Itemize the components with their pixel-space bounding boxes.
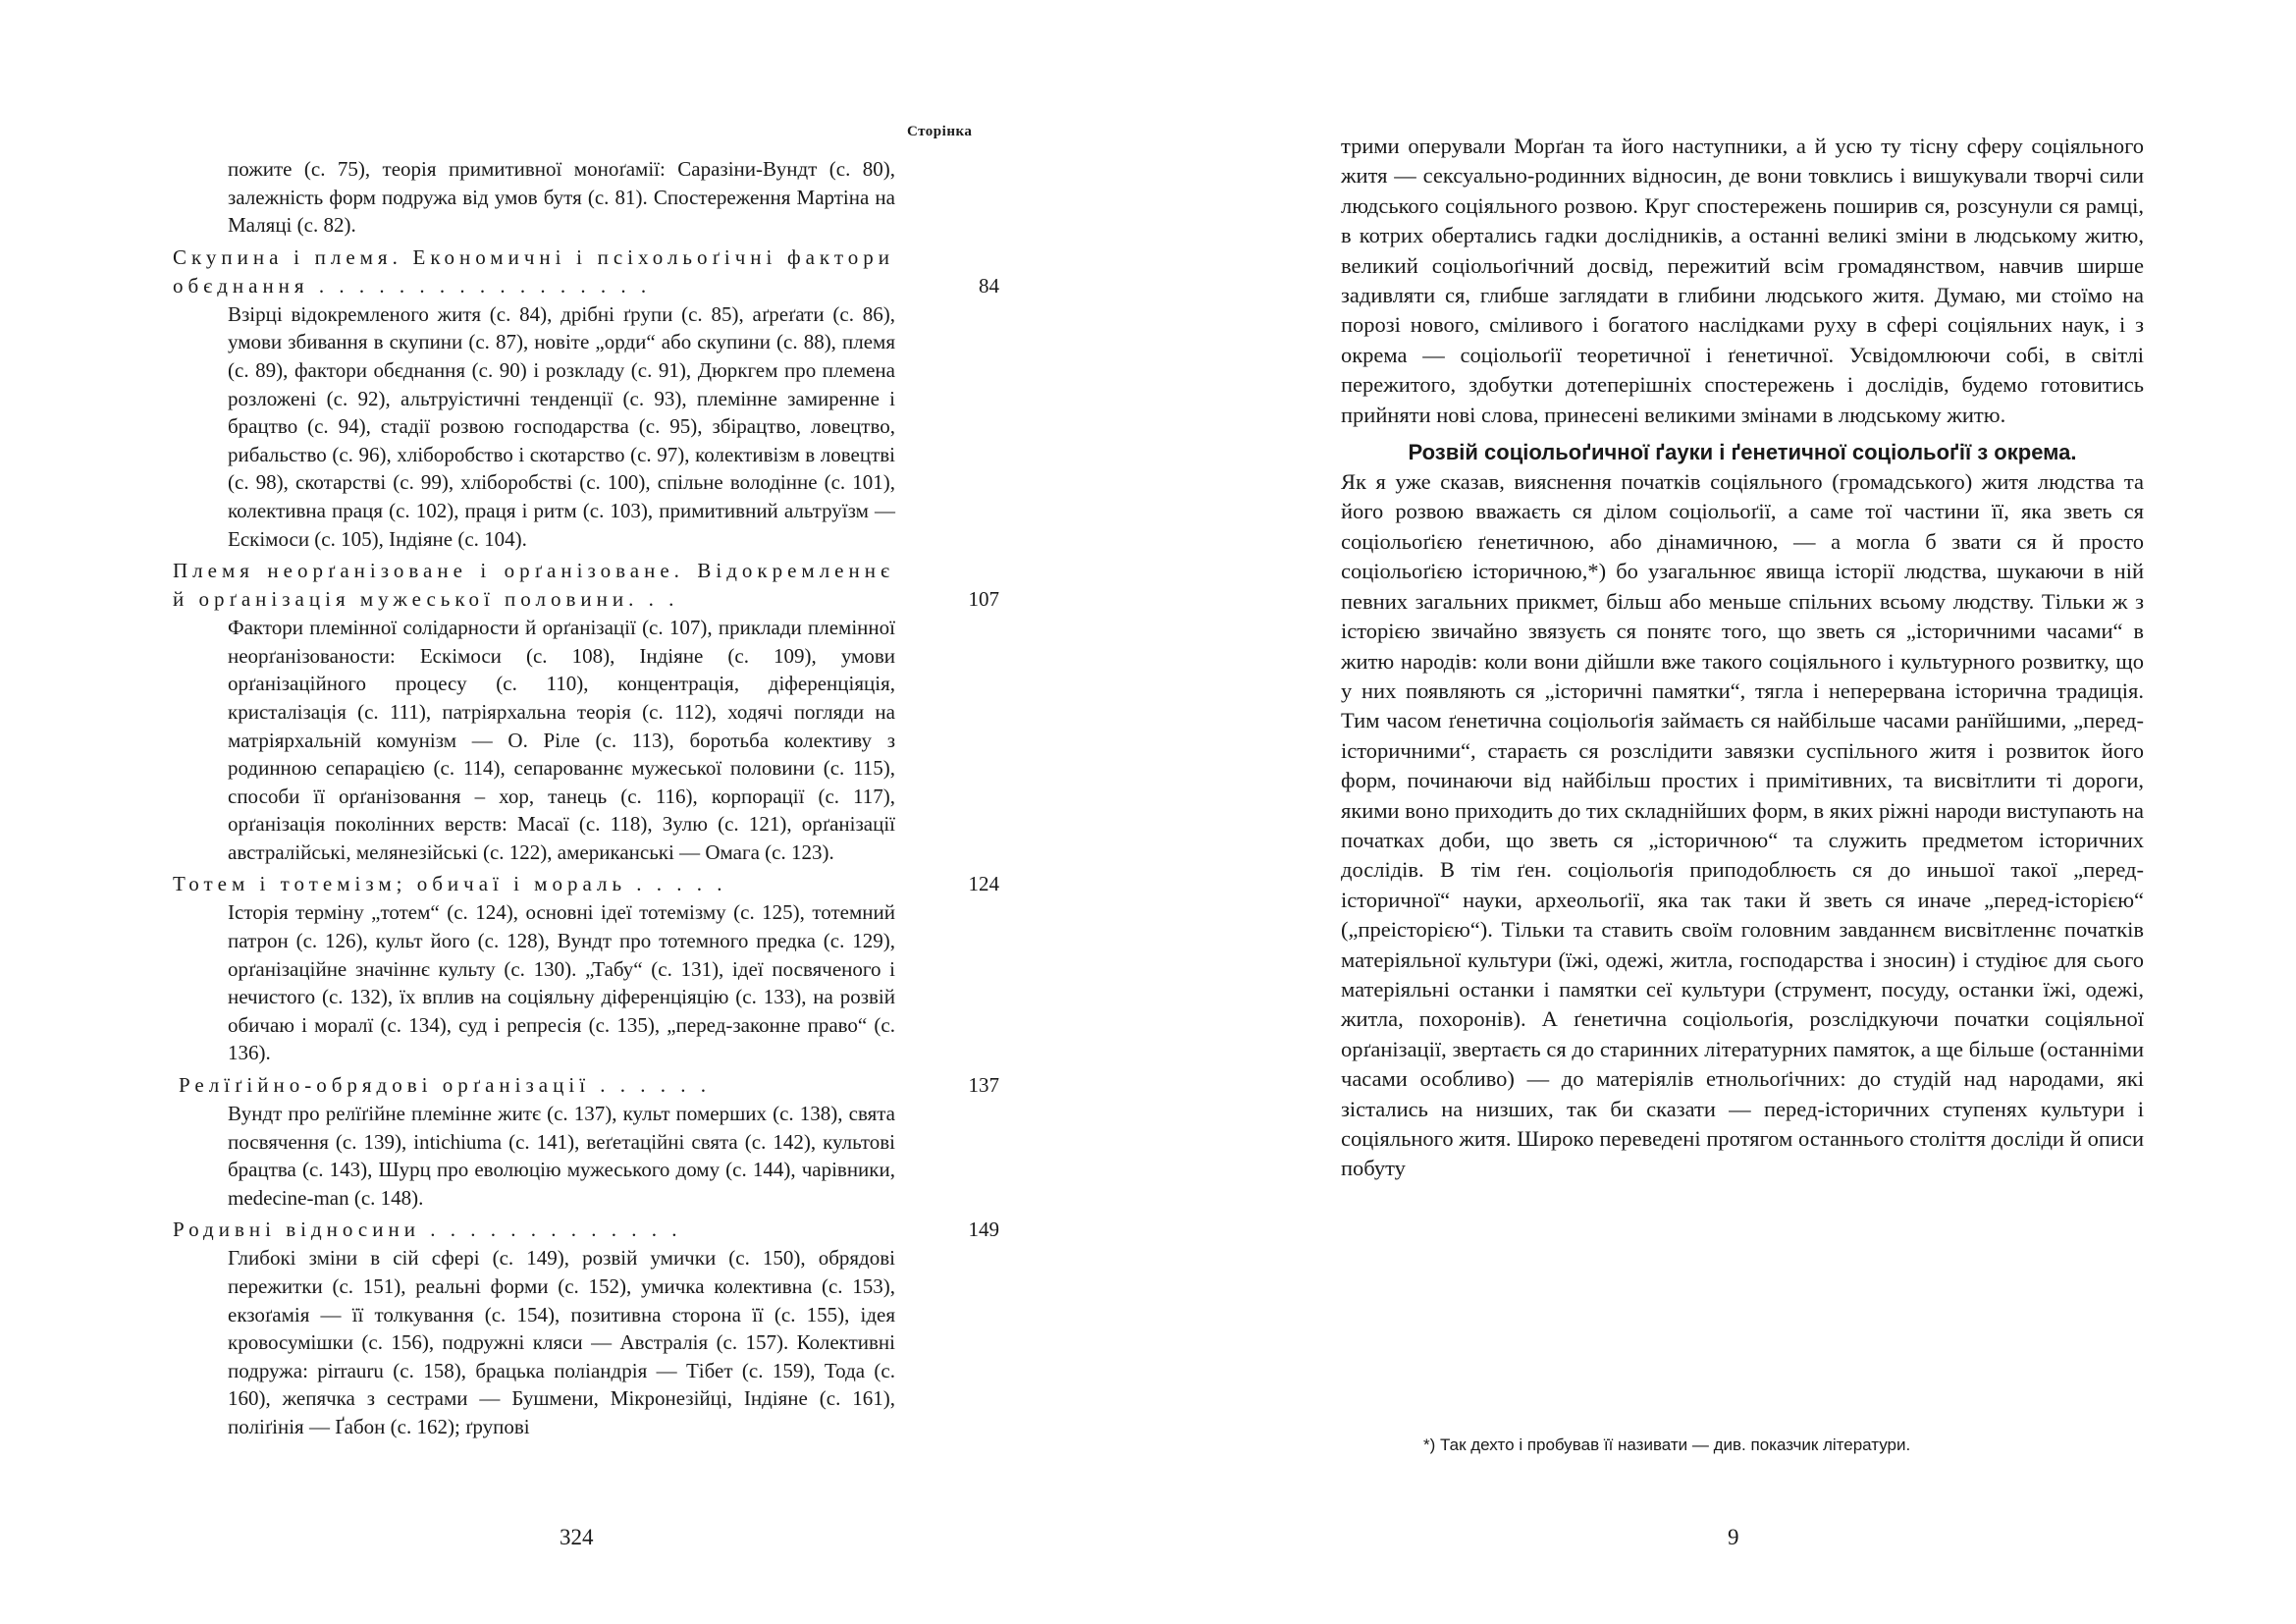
toc-entry [173, 870, 999, 1067]
toc-page-number: 107 [968, 587, 999, 612]
right-page [1148, 0, 2296, 1624]
toc-entry-title: Родивні відносини . . . . . . . . . . . . . [173, 1218, 682, 1242]
table-of-contents [173, 155, 999, 1445]
toc-entry-description: Взірці відокремленого житя (с. 84), дрібні ґрупи (с. 85), аґреґати (с. 86), умови збивання в скупини (с. 87), новіте „орди“ або скупини (с. 88), племя (с. 89), фактори обєднання (с. 90) і розкладу (с. 91), Дюркгем про племена розложені (с. 92), альтруістичні тенденції (с. 93), племінне замиренне і брацтво (с. 94), стадії розвою господарства (с. 95), збірацтво, ловецтво, рибальство (с. 96), хліборобство і скотарство (с. 97), колективізм в ловецтві (с. 98), скотарстві (с. 99), хліборобстві (с. 100), спільне володінне (с. 101), колективна праця (с. 102), праця і ритм (с. 103), примитивний альтруїзм — Ескімоси (с. 105), Індіяне (с. 104). [228, 301, 895, 551]
toc-entry-description: Глибокі зміни в сій сфері (с. 149), розвій умички (с. 150), обрядові пережитки (с. 151), реальні форми (с. 152), умичка колективна (с. 153), екзоґамія — її толкування (с. 154), позитивна сторона її (с. 155), ідея кровосумішки (с. 156), подружні кляси — Австралія (с. 157). Колективні подружа: pirrauru (с. 158), брацька поліандрія — Тібет (с. 159), Тода (с. 160), жепячка з сестрами — Бушмени, Мікронезійці, Індіяне (с. 161), поліґінія — Ґабон (с. 162); ґрупові [228, 1246, 895, 1438]
footnote: *) Так дехто і пробував її називати — див. показчик літератури. [1423, 1435, 1911, 1454]
toc-entry-title: Скупина і племя. Економичні і псіхольоґічні фактори обєднання . . . . . . . . . . . . . . . . . [173, 244, 894, 298]
toc-entry-description: Історія терміну „тотем“ (с. 124), основні ідеї тотемізму (с. 125), тотемний патрон (с. 126), культ його (с. 128), Вундт про тотемного предка (с. 129), орґанізаційне значіннє культу (с. 130). „Табу“ (с. 131), ідеї посвяченого і нечистого (с. 132), їх вплив на соціяльну діференціяцію (с. 133), на розвій обичаю і моралї (с. 134), суд і репресія (с. 135), „перед-законне право“ (с. 136). [228, 900, 895, 1065]
toc-page-number: 84 [979, 273, 999, 298]
body-text [1341, 132, 2144, 1184]
toc-entry-title: Тотем і тотемізм; обичаї і мораль . . . . . [173, 872, 727, 896]
page-number: 324 [560, 1525, 594, 1549]
toc-page-number: 137 [968, 1073, 999, 1098]
toc-page-number: 124 [968, 872, 999, 896]
toc-entry-description: Фактори племінної солідарности й орґанізації (с. 107), приклади племінної неорґанізованости: Ескімоси (с. 108), Індіяне (с. 109), умови орґанізаційного процесу (с. 110), концентрація, діференціяція, кристалізація (с. 111), патріярхальна теорія (с. 112), ходячі погляди на матріярхальній комунізм — О. Ріле (с. 113), боротьба колективу з родинною сепарацією (с. 114), сепарованнє мужеської половини (с. 115), способи її орґанізовання – хор, танець (с. 116), корпорації (с. 117), орґанізація поколінних верств: Масаї (с. 118), Зулю (с. 121), орґанізації австралійські, мелянезійські (с. 122), американські — Омага (с. 123). [228, 616, 895, 864]
toc-entry [173, 1216, 999, 1440]
toc-entry-title: Племя неорґанізоване і орґанізоване. Відокремленнє й орґанізація мужеської половини. . . [173, 559, 894, 612]
paragraph: трими оперували Морґан та його наступники, а й усю ту тісну сферу соціяльного житя — сексуально-родинних відносин, де вони товклись і вишукували творчі сили людського соціяльного розвою. Круг спостережень поширив ся, розсунули ся рамці, в котрих обертались гадки дослідників, а останні великі зміни в людському житю, великий соціольоґічний досвід, пережитий всім громадянством, навчив ширше задивляти ся, глибше заглядати в глибини людського житя. Думаю, ми стоїмо на порозі нового, сміливого і богатого наслідками руху в сфері соціяльних наук, і з окрема — соціольоґії теоретичної і ґенетичної. Усвідомлюючи собі, в світлі пережитого, здобутки дотеперішніх спостережень і дослідів, будемо готовитись прийняти нові слова, принесені великими змінами в людському житю. [1341, 134, 2144, 427]
paragraph: Як я уже сказав, вияснення початків соціяльного (громадського) житя людства та його розвою вважаєть ся ділом соціольоґії, а саме тої частини її, яка зветь ся соціольоґією ґенетичною, або дінамичною, — а могла б звати ся й просто соціольоґією історичною,*) бо узагальнює явища історії людства, шукаючи в ній певних загальних прикмет, більш або меньше спільних всьому людству. Тільки ж з історією звичайно звязуєть ся понятє того, що зветь ся „історичними часами“ в житю народів: коли вони дійшли вже такого соціяльного і культурного розвитку, що у них появляють ся „історичні памятки“, тягла і неперервана історична традиція. Тим часом ґенетична соціольоґія займаєть ся найбільше часами ранїйшими, „перед-історичними“, стараєть ся розслідити завязки суспільного житя і розвиток його форм, починаючи від найбільш простих і примітивних, та висвітлити ті дороги, якими воно приходить до тих складнійших форм, в яких ріжні народи виступають на початках доби, що зветь ся „історичною“ та служить предметом історичних дослідів. В тім ґен. соціольоґія приподоблюєть ся до иньшої такої „перед-історичної“ науки, археольоґії, яка так таки й зветь ся иначе „перед-історією“ („преісторією“). Тільки та ставить своїм головним завданнєм висвітленнє початків матеріяльної культури (їжі, одежі, житла, господарства і зносин) і студіює для сього матеріяльні останки і памятки сеї культури (струмент, посуду, останки їжі, одежі, житла, похоронів). А ґенетична соціольоґія, розслідкуючи початки соціяльної орґанізації, звертаєть ся до старинних літературних памяток, а ще більше (останніми часами особливо) — до матеріялів етнольоґічних: до студій над народами, які зістались на низших, так би сказати — перед-історичних ступенях культури і соціяльного житя. Широко переведені протягом останнього століття досліди й описи побуту [1341, 469, 2144, 1181]
toc-page-number: 149 [968, 1218, 999, 1242]
toc-continuation: пожите (с. 75), теорія примитивної моноґамії: Саразіни-Вундт (с. 80), залежність форм подружа від умов бутя (с. 81). Спостереження Мартіна на Маляці (с. 82). [228, 157, 895, 238]
column-header: Сторінка [907, 124, 973, 139]
toc-entry-title: Релїґійно-обрядові орґанізації . . . . . . [179, 1073, 712, 1098]
toc-entry [173, 1071, 999, 1212]
section-heading: Розвій соціольоґичної ґауки і ґенетичної соціольоґії з окрема. [1408, 440, 2077, 465]
toc-entry [173, 557, 999, 866]
toc-entry-description: Вундт про релїґійне племінне житє (с. 137), культ померших (с. 138), свята посвячення (с. 139), intichiuma (с. 141), веґетаційні свята (с. 142), культові брацтва (с. 143), Шурц про еволюцію мужеського дому (с. 144), чарівники, medecine-man (с. 148). [228, 1102, 895, 1210]
toc-entry [173, 244, 999, 553]
left-page [0, 0, 1139, 1624]
page-number: 9 [1728, 1525, 1739, 1549]
